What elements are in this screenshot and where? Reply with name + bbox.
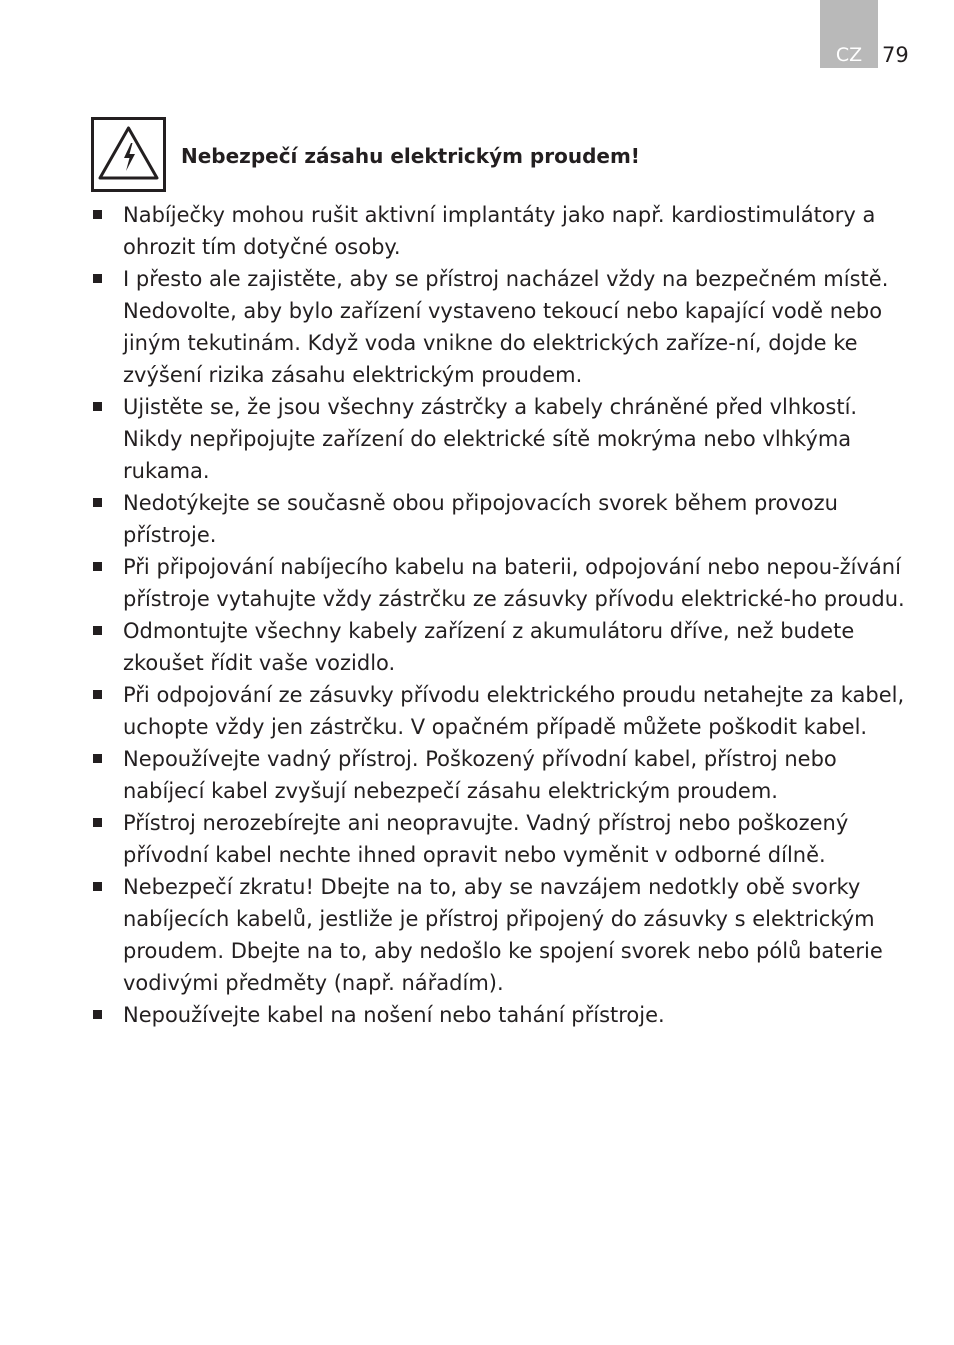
bullet-icon [93,882,102,891]
language-tab [820,0,878,68]
bullet-icon [93,274,102,283]
page-number: 79 [882,43,909,67]
bullet-icon [93,210,102,219]
list-item-text: Nabíječky mohou rušit aktivní implantáty jako např. kardiostimulátory a ohrozit tím dotyčné osoby. [123,203,876,259]
list-item-text: Přístroj nerozebírejte ani neopravujte. Vadný přístroj nebo poškozený přívodní kabel nechte ihned opravit nebo vyměnit v odborné dílně. [123,811,849,867]
list-item-text: Ujistěte se, že jsou všechny zástrčky a kabely chráněné před vlhkostí. Nikdy nepřipojujte zařízení do elektrické sítě mokrýma nebo vlhkýma rukama. [123,395,858,483]
high-voltage-warning-icon [91,117,166,192]
list-item-text: Nedotýkejte se současně obou připojovacích svorek během provozu přístroje. [123,491,838,547]
list-item-text: Nepoužívejte kabel na nošení nebo tahání přístroje. [123,1003,665,1027]
bullet-icon [93,754,102,763]
bullet-icon [93,562,102,571]
list-item [90,615,908,679]
list-item-text: Nepoužívejte vadný přístroj. Poškozený přívodní kabel, přístroj nebo nabíjecí kabel zvyšují nebezpečí zásahu elektrickým proudem. [123,747,837,803]
safety-instructions-list [90,199,908,1031]
list-item [90,199,908,263]
bullet-icon [93,626,102,635]
list-item [90,391,908,487]
list-item [90,871,908,999]
bullet-icon [93,498,102,507]
list-item-text: Při odpojování ze zásuvky přívodu elektrického proudu netahejte za kabel, uchopte vždy jen zástrčku. V opačném případě můžete poškodit kabel. [123,683,905,739]
list-item [90,999,908,1031]
bullet-icon [93,402,102,411]
language-code: CZ [835,44,863,66]
list-item [90,487,908,551]
list-item [90,679,908,743]
list-item [90,807,908,871]
list-item-text: Odmontujte všechny kabely zařízení z akumulátoru dříve, než budete zkoušet řídit vaše vozidlo. [123,619,855,675]
list-item-text: I přesto ale zajistěte, aby se přístroj nacházel vždy na bezpečném místě. Nedovolte, aby bylo zařízení vystaveno tekoucí nebo kapající vodě nebo jiným tekutinám. Když voda vnikne do elektrických zaříze-ní, dojde ke zvýšení rizika zásahu elektrickým proudem. [123,267,889,387]
bullet-icon [93,818,102,827]
bullet-icon [93,690,102,699]
list-item [90,263,908,391]
warning-triangle-icon [94,120,163,189]
list-item [90,551,908,615]
bullet-icon [93,1010,102,1019]
warning-title: Nebezpečí zásahu elektrickým proudem! [181,144,640,168]
list-item-text: Při připojování nabíjecího kabelu na baterii, odpojování nebo nepou-žívání přístroje vytahujte vždy zástrčku ze zásuvky přívodu elektrické-ho proudu. [123,555,905,611]
list-item [90,743,908,807]
list-item-text: Nebezpečí zkratu! Dbejte na to, aby se navzájem nedotkly obě svorky nabíjecích kabelů, jestliže je přístroj připojený do zásuvky s elektrickým proudem. Dbejte na to, aby nedošlo ke spojení svorek nebo pólů baterie vodivými předměty (např. nářadím). [123,875,883,995]
